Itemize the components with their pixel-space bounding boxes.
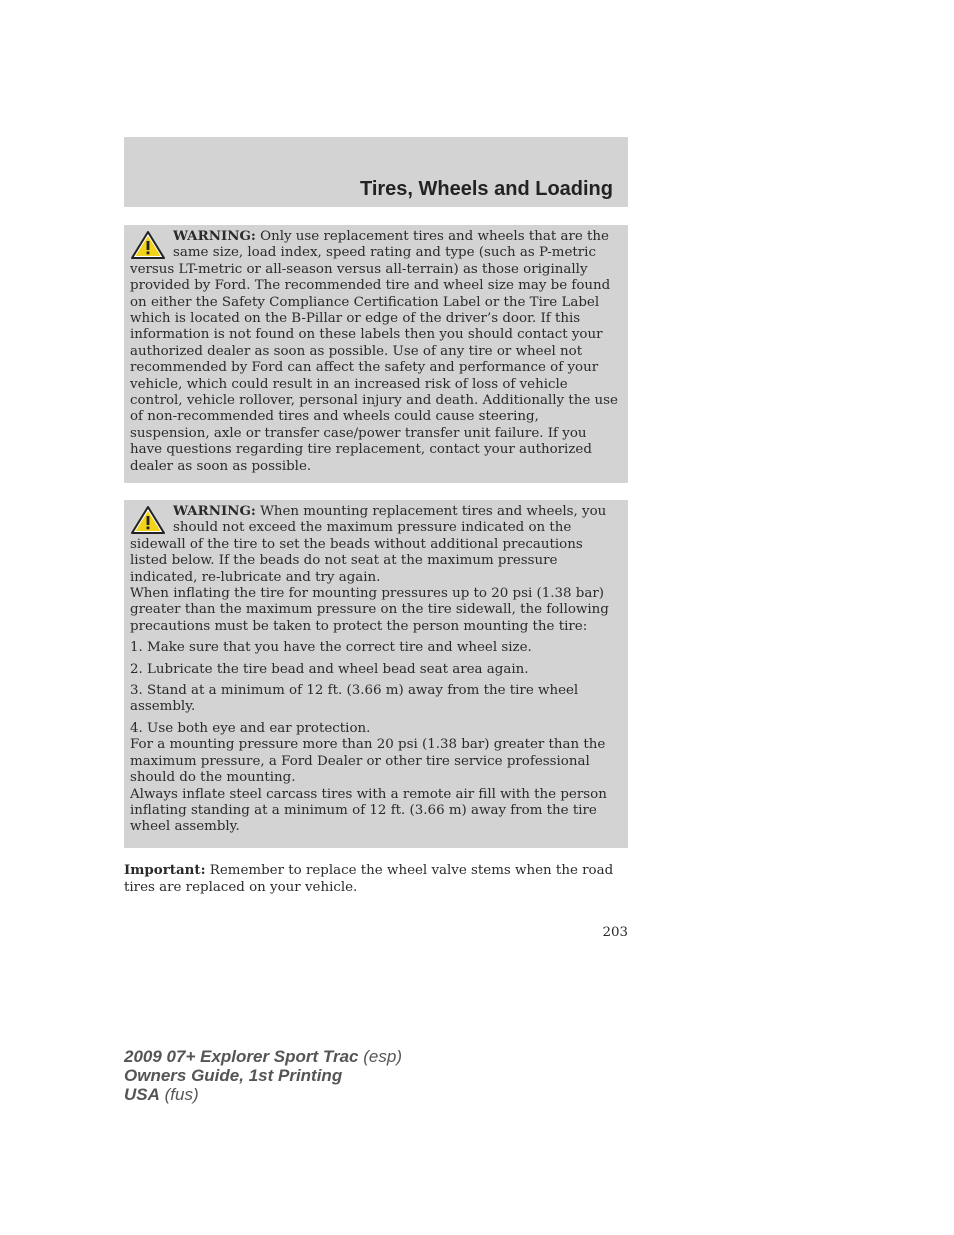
page-number: 203 <box>602 925 628 940</box>
warning-label: WARNING: <box>173 228 256 244</box>
warning-label: WARNING: <box>173 503 256 519</box>
document-footer <box>124 1047 402 1104</box>
warning-body: Only use replacement tires and wheels that are the same size, load index, speed rating and type (such as P-metric versus LT-metric or all-season versus all-terrain) as those originally provided by Ford. The recommended tire and wheel size may be found on either the Safety Compliance Certification Label or the Tire Label which is located on the B-Pillar or edge of the driver’s door. If this information is not found on these labels then you should contact your authorized dealer as soon as possible. Use of any tire or wheel not recommended by Ford can affect the safety and performance of your vehicle, which could result in an increased risk of loss of vehicle control, vehicle rollover, personal injury and death. Additionally the use of non-recommended tires and wheels could cause steering, suspension, axle or transfer case/power transfer unit failure. If you have questions regarding tire replacement, contact your authorized dealer as soon as possible. <box>130 229 618 474</box>
footer-language-code: (esp) <box>363 1047 402 1066</box>
footer-market-code: (fus) <box>164 1085 199 1104</box>
important-note <box>124 862 628 896</box>
footer-model: 2009 07+ Explorer Sport Trac <box>124 1047 359 1066</box>
warning-paragraph: For a mounting pressure more than 20 psi (1.38 bar) greater than the maximum pressure, a Ford Dealer or other tire service professional should do the mounting. <box>130 737 606 786</box>
precaution-step: 3. Stand at a minimum of 12 ft. (3.66 m) away from the tire wheel assembly. <box>130 683 579 715</box>
warning-box-mounting-pressure <box>124 500 628 848</box>
warning-body: When mounting replacement tires and wheels, you should not exceed the maximum pressure indicated on the sidewall of the tire to set the beads without additional precautions listed below. If the beads do not seat at the maximum pressure indicated, re-lubricate and try again. <box>130 504 607 585</box>
precaution-step: 2. Lubricate the tire bead and wheel bead seat area again. <box>130 661 529 677</box>
precaution-step: 1. Make sure that you have the correct tire and wheel size. <box>130 640 532 656</box>
warning-paragraph: Always inflate steel carcass tires with a remote air fill with the person inflating standing at a minimum of 12 ft. (3.66 m) away from the tire wheel assembly. <box>130 786 607 835</box>
footer-printing: Owners Guide, 1st Printing <box>124 1066 343 1085</box>
warning-box-replacement-tires <box>124 225 628 483</box>
footer-line-2 <box>124 1066 402 1085</box>
warning-triangle-icon <box>130 230 166 260</box>
footer-market: USA <box>124 1085 160 1104</box>
important-label: Important: <box>124 862 206 878</box>
warning-paragraph: When inflating the tire for mounting pressures up to 20 psi (1.38 bar) greater than the maximum pressure on the tire sidewall, the following precautions must be taken to protect the person mounting the tire: <box>130 586 609 634</box>
important-text: Remember to replace the wheel valve stems when the road tires are replaced on your vehicle. <box>124 863 614 895</box>
section-header <box>124 137 628 207</box>
warning-text <box>130 228 622 475</box>
warning-text <box>130 503 622 586</box>
precaution-step: 4. Use both eye and ear protection. <box>130 720 371 736</box>
section-title: Tires, Wheels and Loading <box>359 178 613 200</box>
footer-line-1 <box>124 1047 402 1066</box>
footer-line-3 <box>124 1085 402 1104</box>
warning-triangle-icon <box>130 505 166 535</box>
